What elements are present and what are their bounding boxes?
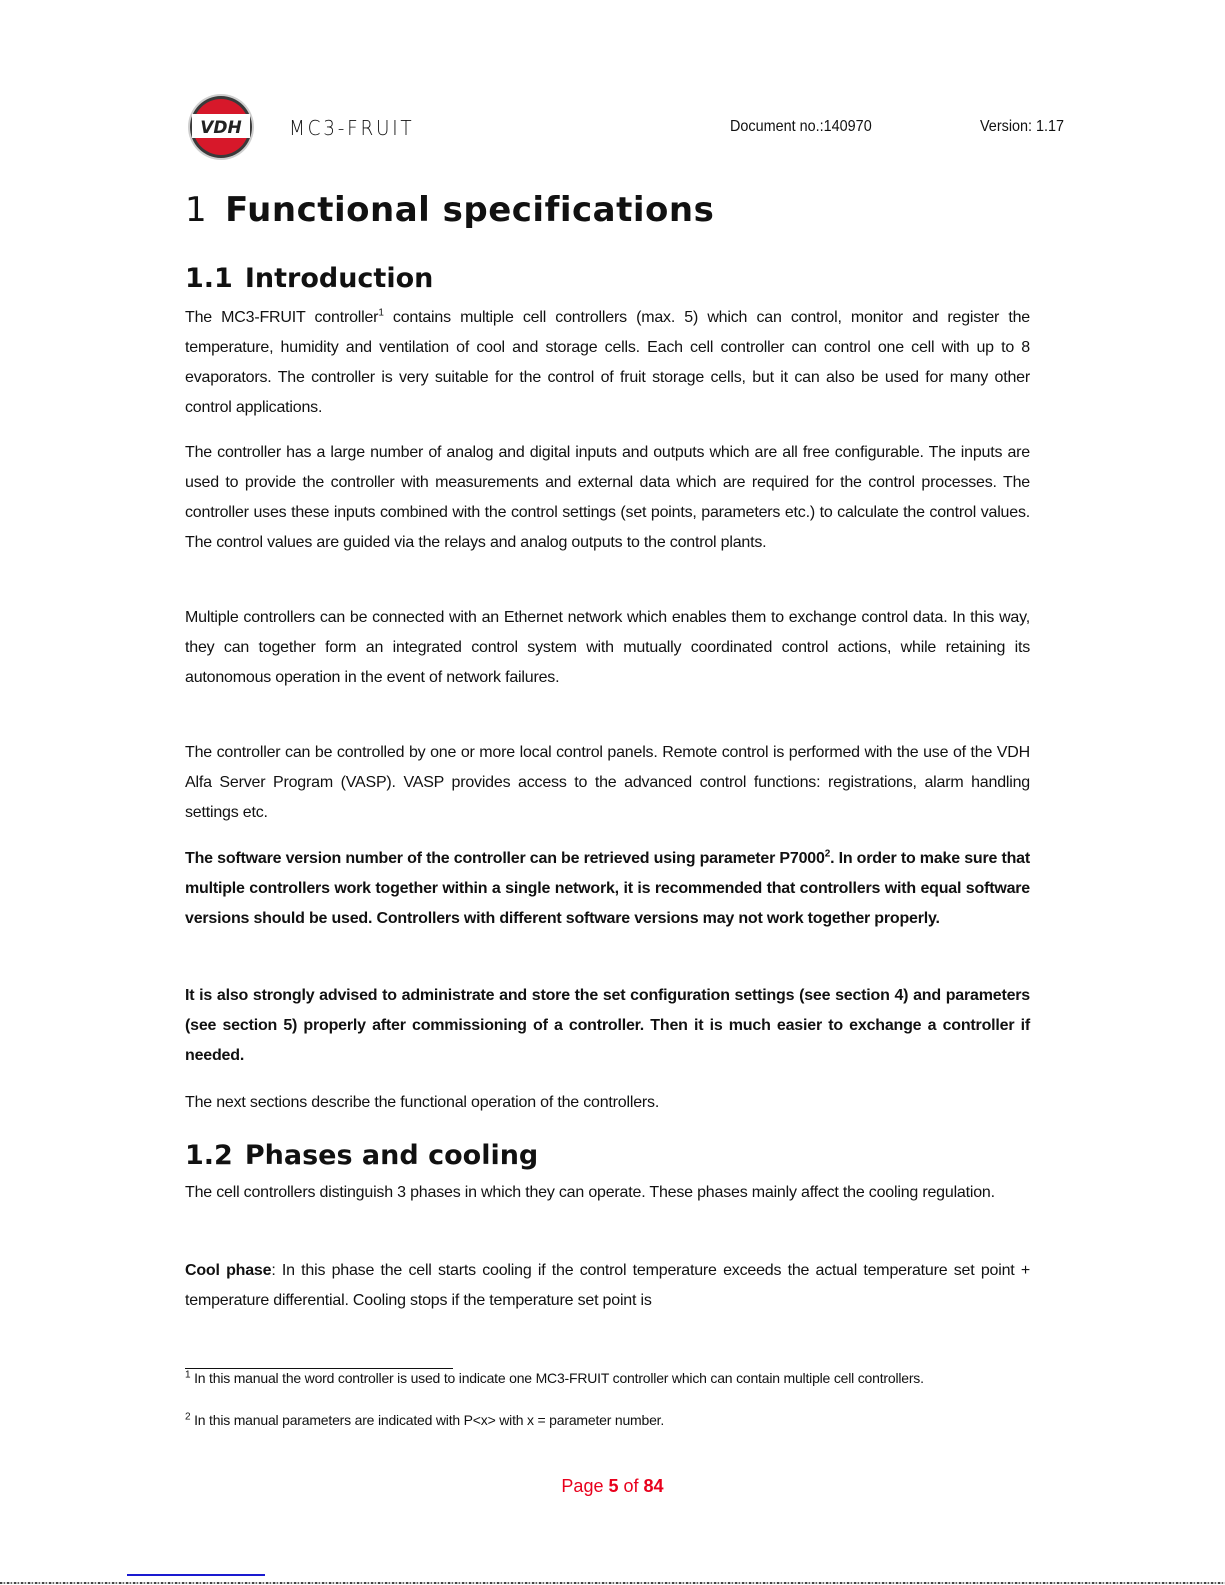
intro-paragraph-4	[185, 738, 1030, 828]
text: . In order to make sure that multiple controllers work together within a single network, it is recommended that controllers with equal software versions should be used. Controllers with different software versions may not work together properly.	[185, 850, 1030, 927]
paragraph-text: The controller has a large number of analog and digital inputs and outputs which are all free configurable. The inputs are used to provide the controller with measurements and external data which are required for the control processes. The controller uses these inputs combined with the control settings (set points, parameters etc.) to calculate the control values. The control values are guided via the relays and analog outputs to the control plants.	[185, 444, 1030, 551]
text: contains multiple cell controllers (max. 5) which can control, monitor and register the temperature, humidity and ventilation of cool and storage cells. Each cell controller can control one cell with up to 8 evaporators. The controller is very suitable for the control of fruit storage cells, but it can also be used for many other control applications.	[185, 309, 1030, 416]
total-pages: 84	[643, 1476, 664, 1496]
of-label: of	[623, 1476, 639, 1496]
footnote-2	[185, 1410, 1030, 1430]
text: The MC3-FRUIT controller	[185, 309, 379, 326]
footnote-mark: 1	[185, 1369, 191, 1381]
footnote-text: In this manual parameters are indicated with P<x> with x = parameter number.	[194, 1412, 665, 1428]
vdh-logo-icon	[186, 92, 256, 162]
intro-paragraph-2	[185, 438, 1030, 558]
current-page: 5	[608, 1476, 619, 1496]
chapter-number: 1	[185, 190, 208, 230]
footnote-ref-1[interactable]: 1	[378, 307, 384, 319]
footnote-mark: 2	[185, 1411, 191, 1423]
text: The software version number of the controller can be retrieved using parameter P7000	[185, 850, 825, 867]
intro-paragraph-5-bold	[185, 844, 1030, 934]
paragraph-text: The next sections describe the functional operation of the controllers.	[185, 1094, 660, 1111]
product-name: MC3-FRUIT	[289, 116, 415, 140]
chapter-heading	[185, 190, 714, 230]
text: : In this phase the cell starts cooling if the control temperature exceeds the actual temperature set point + temperature differential. Cooling stops if the temperature set point is	[185, 1262, 1030, 1309]
paragraph-text: The cell controllers distinguish 3 phases in which they can operate. These phases mainly affect the cooling regulation.	[185, 1184, 995, 1201]
link-underline	[127, 1574, 265, 1576]
intro-paragraph-6-bold	[185, 981, 1030, 1071]
page-number	[0, 1476, 1225, 1497]
footnote-ref-2[interactable]: 2	[824, 848, 831, 860]
page-edge-border	[0, 1582, 1225, 1584]
paragraph-text: The controller can be controlled by one or more local control panels. Remote control is performed with the use of the VDH Alfa Server Program (VASP). VASP provides access to the advanced control functions: registrations, alarm handling settings etc.	[185, 744, 1030, 821]
footnote-text: In this manual the word controller is used to indicate one MC3-FRUIT controller which can contain multiple cell controllers.	[194, 1370, 924, 1386]
cool-phase-label: Cool phase	[185, 1262, 272, 1279]
svg-text:VDH: VDH	[200, 118, 242, 138]
section-number: 1.2	[185, 1140, 233, 1171]
document-number: Document no.:140970	[730, 118, 872, 135]
footnote-1	[185, 1368, 1030, 1388]
paragraph-text: It is also strongly advised to administrate and store the set configuration settings (see section 4) and parameters (see section 5) properly after commissioning of a controller. Then it is much easier to exchange a controller if needed.	[185, 987, 1030, 1064]
page-label: Page	[561, 1476, 604, 1496]
section-heading-introduction	[185, 263, 433, 294]
intro-paragraph-7	[185, 1088, 1030, 1118]
section-title: Introduction	[244, 263, 434, 294]
section-heading-phases	[185, 1140, 538, 1171]
phases-paragraph-cool	[185, 1256, 1030, 1316]
chapter-title: Functional specifications	[225, 190, 715, 230]
document-version: Version: 1.17	[980, 118, 1065, 135]
phases-paragraph-1	[185, 1178, 1030, 1208]
intro-paragraph-3	[185, 603, 1030, 693]
section-number: 1.1	[185, 263, 233, 294]
intro-paragraph-1	[185, 303, 1030, 423]
section-title: Phases and cooling	[244, 1140, 539, 1171]
paragraph-text: Multiple controllers can be connected with an Ethernet network which enables them to exchange control data. In this way, they can together form an integrated control system with mutually coordinated control actions, while retaining its autonomous operation in the event of network failures.	[185, 609, 1030, 686]
